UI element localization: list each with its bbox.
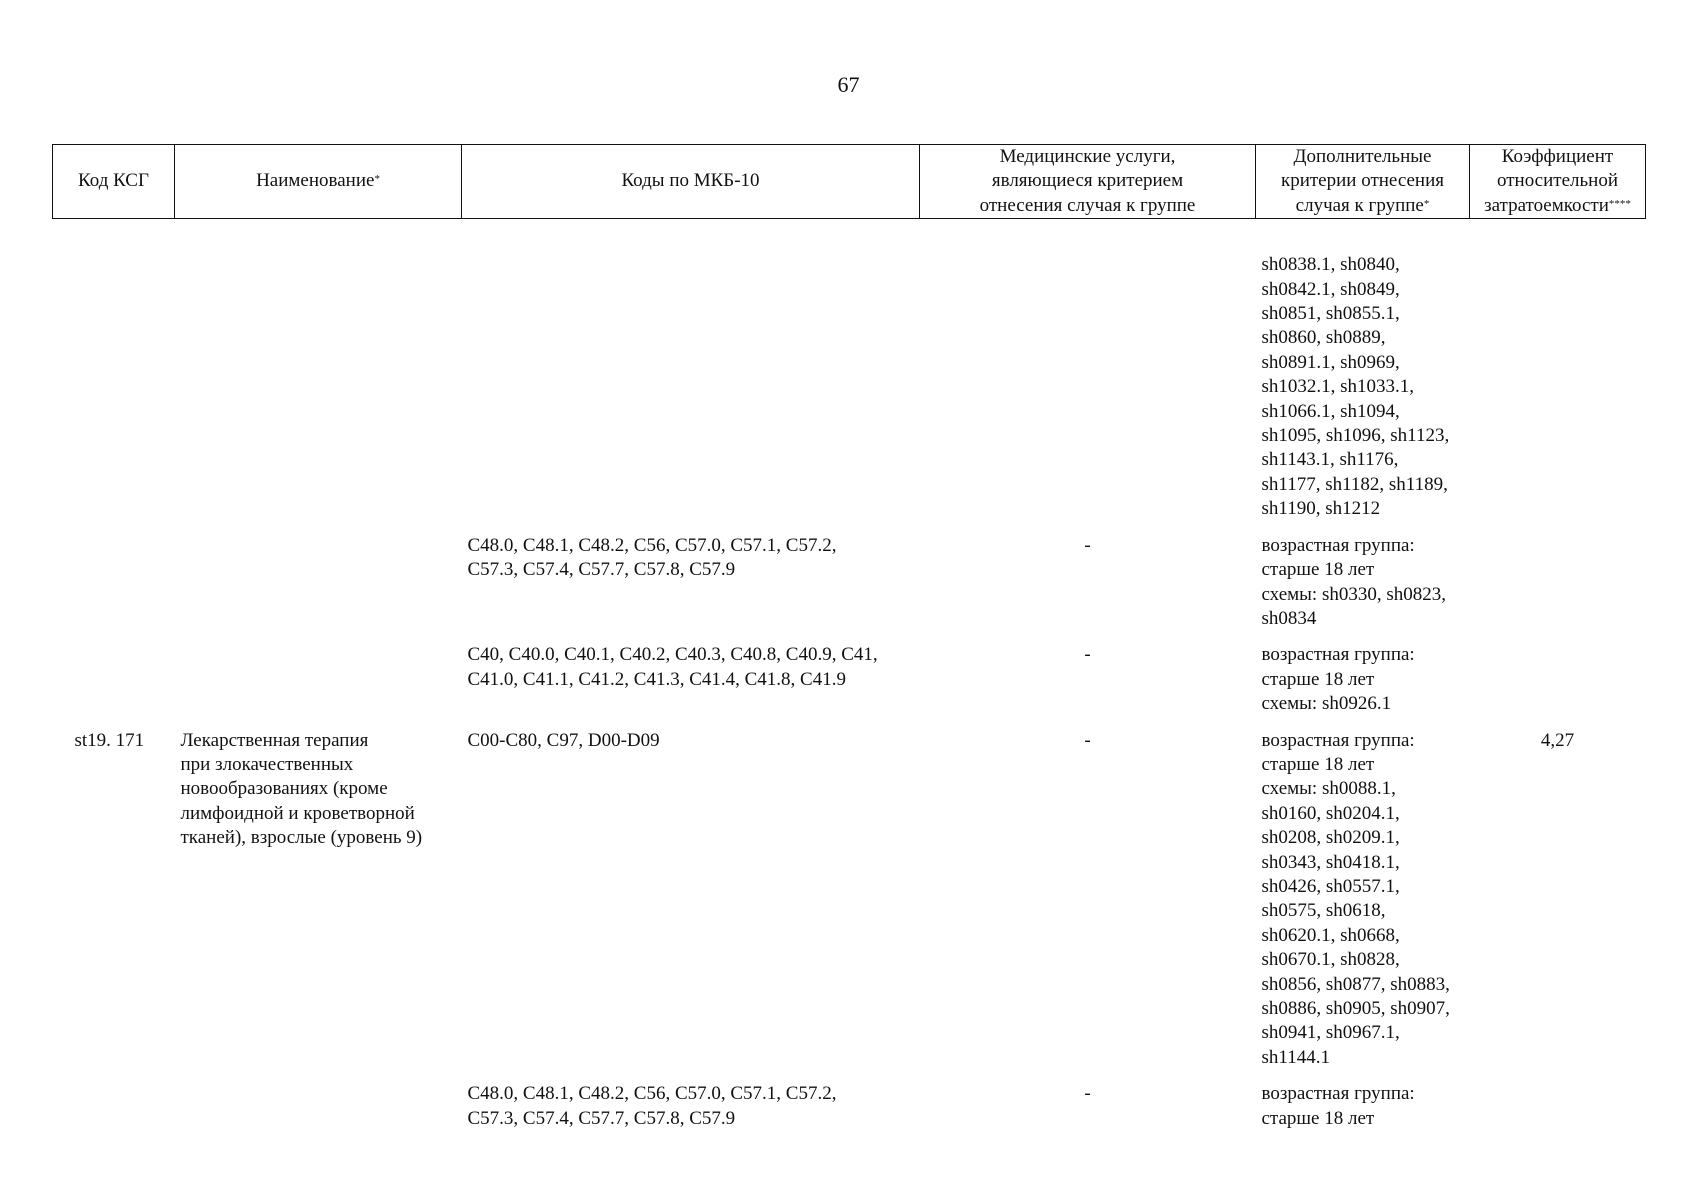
header-services: Медицинские услуги, являющиеся критерием отнесения случая к группе (920, 145, 1256, 219)
cell-criteria: возрастная группа: старше 18 лет (1261, 1083, 1415, 1129)
cell-code: st19. 171 (74, 729, 145, 751)
table-row (53, 643, 1646, 728)
cell-services: - (1084, 534, 1091, 556)
header-criteria: Дополнительные критерии отнесения случая к группе* (1256, 145, 1470, 219)
cell-criteria: sh0838.1, sh0840, sh0842.1, sh0849, sh0851, sh0855.1, sh0860, sh0889, sh0891.1, sh0969, sh1032.1, sh1033.1, sh1066.1, sh1094, sh1095, sh1096, sh1123, sh1143.1, sh1176, sh1177, sh1182, sh1189, sh1190, sh1212 (1261, 254, 1450, 520)
cell-name (175, 219, 462, 534)
cell-mkb: C48.0, C48.1, C48.2, C56, C57.0, C57.1, C57.2, C57.3, C57.4, C57.7, C57.8, C57.9 (467, 534, 837, 581)
cell-mkb: C40, C40.0, C40.1, C40.2, C40.3, C40.8, C40.9, C41, C41.0, C41.1, C41.2, C41.3, C41.4, C41.8, C41.9 (467, 644, 878, 690)
cell-mkb: C48.0, C48.1, C48.2, C56, C57.0, C57.1, C57.2, C57.3, C57.4, C57.7, C57.8, C57.9 (467, 1083, 837, 1129)
table-body (53, 219, 1646, 1143)
cell-services (920, 219, 1256, 534)
table-row (53, 219, 1646, 534)
table-row (53, 1082, 1646, 1143)
cell-mkb: C00-C80, C97, D00-D09 (467, 729, 660, 751)
header-name: Наименование* (175, 145, 462, 219)
table-row (53, 729, 1646, 1083)
table-row (53, 534, 1646, 644)
page-number: 67 (837, 72, 860, 97)
cell-criteria: возрастная группа: старше 18 лет схемы: sh0088.1, sh0160, sh0204.1, sh0208, sh0209.1, sh0343, sh0418.1, sh0426, sh0557.1, sh0575, sh0618, sh0620.1, sh0668, sh0670.1, sh0828, sh0856, sh0877, sh0883, sh0886, sh0905, sh0907, sh0941, sh0967.1, sh1144.1 (1261, 729, 1450, 1068)
header-coef: Коэффициент относительной затратоемкости**** (1470, 145, 1646, 219)
cell-coef (1470, 643, 1646, 728)
cell-name (175, 1082, 462, 1143)
cell-services: - (1084, 1083, 1091, 1105)
header-code: Код КСГ (53, 145, 175, 219)
cell-name (175, 643, 462, 728)
ksg-table (52, 144, 1646, 1143)
cell-name (175, 534, 462, 644)
cell-code (53, 643, 175, 728)
cell-code (53, 534, 175, 644)
table-header-row (53, 145, 1646, 219)
cell-services: - (1084, 644, 1091, 666)
cell-coef (1470, 1082, 1646, 1143)
cell-criteria: возрастная группа: старше 18 лет схемы: sh0926.1 (1261, 644, 1415, 715)
header-mkb: Коды по МКБ-10 (462, 145, 920, 219)
cell-mkb (462, 219, 920, 534)
cell-coef: 4,27 (1540, 729, 1575, 751)
cell-name: Лекарственная терапия при злокачественных новообразованиях (кроме лимфоидной и кроветворной тканей), взрослые (уровень 9) (180, 729, 423, 849)
cell-code (53, 219, 175, 534)
cell-services: - (1084, 729, 1091, 751)
footnote-mark: * (374, 173, 380, 186)
footnote-mark: * (1423, 197, 1430, 210)
cell-code (53, 1082, 175, 1143)
cell-coef (1470, 219, 1646, 534)
footnote-mark: **** (1608, 197, 1631, 210)
cell-coef (1470, 534, 1646, 644)
cell-criteria: возрастная группа: старше 18 лет схемы: sh0330, sh0823, sh0834 (1261, 534, 1446, 629)
